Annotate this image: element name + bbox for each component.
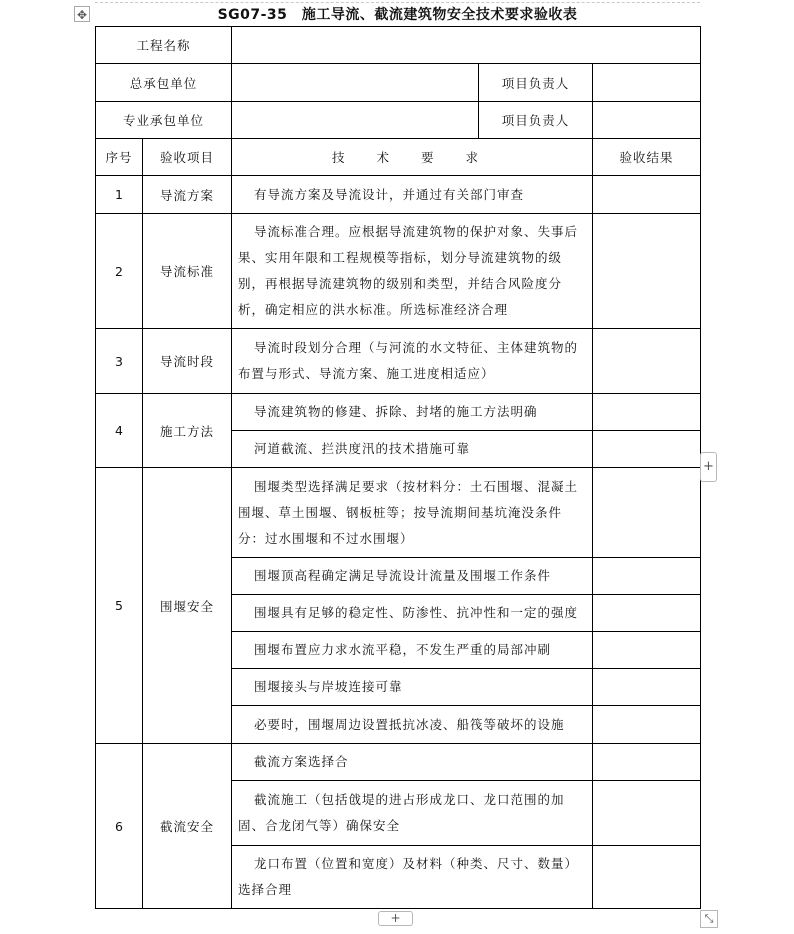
table-row xyxy=(96,394,701,431)
page-top-rule xyxy=(95,2,700,3)
result-cell[interactable] xyxy=(593,669,701,706)
project-name-row xyxy=(96,27,701,64)
requirement-text: 河道截流、拦洪度汛的技术措施可靠 xyxy=(232,431,593,468)
project-name-value[interactable] xyxy=(232,27,701,64)
table-row xyxy=(96,214,701,329)
row-item: 围堰安全 xyxy=(143,468,232,744)
row-seq: 1 xyxy=(96,176,143,214)
sub-manager-value[interactable] xyxy=(593,102,701,139)
row-item: 导流时段 xyxy=(143,329,232,394)
table-header-row xyxy=(96,139,701,176)
requirement-text: 有导流方案及导流设计，并通过有关部门审查 xyxy=(232,176,593,214)
table-move-handle-icon[interactable]: ✥ xyxy=(74,6,90,22)
result-cell[interactable] xyxy=(593,706,701,744)
row-item: 导流标准 xyxy=(143,214,232,329)
add-row-button[interactable]: + xyxy=(378,911,413,926)
general-contractor-label: 总承包单位 xyxy=(96,64,232,102)
project-name-label: 工程名称 xyxy=(96,27,232,64)
result-cell[interactable] xyxy=(593,431,701,468)
result-cell[interactable] xyxy=(593,176,701,214)
requirement-text: 截流施工（包括戗堤的进占形成龙口、龙口范围的加固、合龙闭气等）确保安全 xyxy=(232,781,593,846)
row-seq: 4 xyxy=(96,394,143,468)
header-item: 验收项目 xyxy=(143,139,232,176)
general-manager-value[interactable] xyxy=(593,64,701,102)
general-contractor-row xyxy=(96,64,701,102)
table-row xyxy=(96,468,701,558)
table-row xyxy=(96,329,701,394)
requirement-text: 龙口布置（位置和宽度）及材料（种类、尺寸、数量）选择合理 xyxy=(232,846,593,909)
table-row xyxy=(96,744,701,781)
requirement-text: 围堰顶高程确定满足导流设计流量及围堰工作条件 xyxy=(232,558,593,595)
row-seq: 3 xyxy=(96,329,143,394)
requirement-text: 截流方案选择合 xyxy=(232,744,593,781)
table-resize-icon[interactable]: ⤡ xyxy=(700,910,718,928)
result-cell[interactable] xyxy=(593,558,701,595)
table-row xyxy=(96,176,701,214)
requirement-text: 导流标准合理。应根据导流建筑物的保护对象、失事后果、实用年限和工程规模等指标，划分导流建筑物的级别，再根据导流建筑物的级别和类型，并结合风险度分析，确定相应的洪水标准。所选标准经济合理 xyxy=(232,214,593,329)
requirement-text: 导流时段划分合理（与河流的水文特征、主体建筑物的布置与形式、导流方案、施工进度相适应） xyxy=(232,329,593,394)
header-requirements: 技 术 要 求 xyxy=(232,139,593,176)
row-item: 导流方案 xyxy=(143,176,232,214)
result-cell[interactable] xyxy=(593,781,701,846)
general-contractor-value[interactable] xyxy=(232,64,479,102)
sub-contractor-label: 专业承包单位 xyxy=(96,102,232,139)
result-cell[interactable] xyxy=(593,846,701,909)
result-cell[interactable] xyxy=(593,329,701,394)
requirement-text: 围堰接头与岸坡连接可靠 xyxy=(232,669,593,706)
row-item: 截流安全 xyxy=(143,744,232,909)
document-title: SG07-35 施工导流、截流建筑物安全技术要求验收表 xyxy=(217,7,578,23)
header-seq: 序号 xyxy=(96,139,143,176)
result-cell[interactable] xyxy=(593,632,701,669)
add-column-button[interactable]: + xyxy=(700,452,717,482)
result-cell[interactable] xyxy=(593,468,701,558)
result-cell[interactable] xyxy=(593,394,701,431)
header-result: 验收结果 xyxy=(593,139,701,176)
sub-contractor-row xyxy=(96,102,701,139)
requirement-text: 围堰具有足够的稳定性、防渗性、抗冲性和一定的强度 xyxy=(232,595,593,632)
sub-manager-label: 项目负责人 xyxy=(479,102,593,139)
general-manager-label: 项目负责人 xyxy=(479,64,593,102)
requirement-text: 必要时，围堰周边设置抵抗冰凌、船筏等破坏的设施 xyxy=(232,706,593,744)
acceptance-table xyxy=(95,26,701,909)
requirement-text: 围堰布置应力求水流平稳，不发生严重的局部冲刷 xyxy=(232,632,593,669)
row-seq: 2 xyxy=(96,214,143,329)
row-item: 施工方法 xyxy=(143,394,232,468)
result-cell[interactable] xyxy=(593,595,701,632)
row-seq: 6 xyxy=(96,744,143,909)
row-seq: 5 xyxy=(96,468,143,744)
requirement-text: 导流建筑物的修建、拆除、封堵的施工方法明确 xyxy=(232,394,593,431)
result-cell[interactable] xyxy=(593,744,701,781)
result-cell[interactable] xyxy=(593,214,701,329)
requirement-text: 围堰类型选择满足要求（按材料分：土石围堰、混凝土围堰、草土围堰、钢板桩等；按导流期间基坑淹没条件分：过水围堰和不过水围堰） xyxy=(232,468,593,558)
sub-contractor-value[interactable] xyxy=(232,102,479,139)
